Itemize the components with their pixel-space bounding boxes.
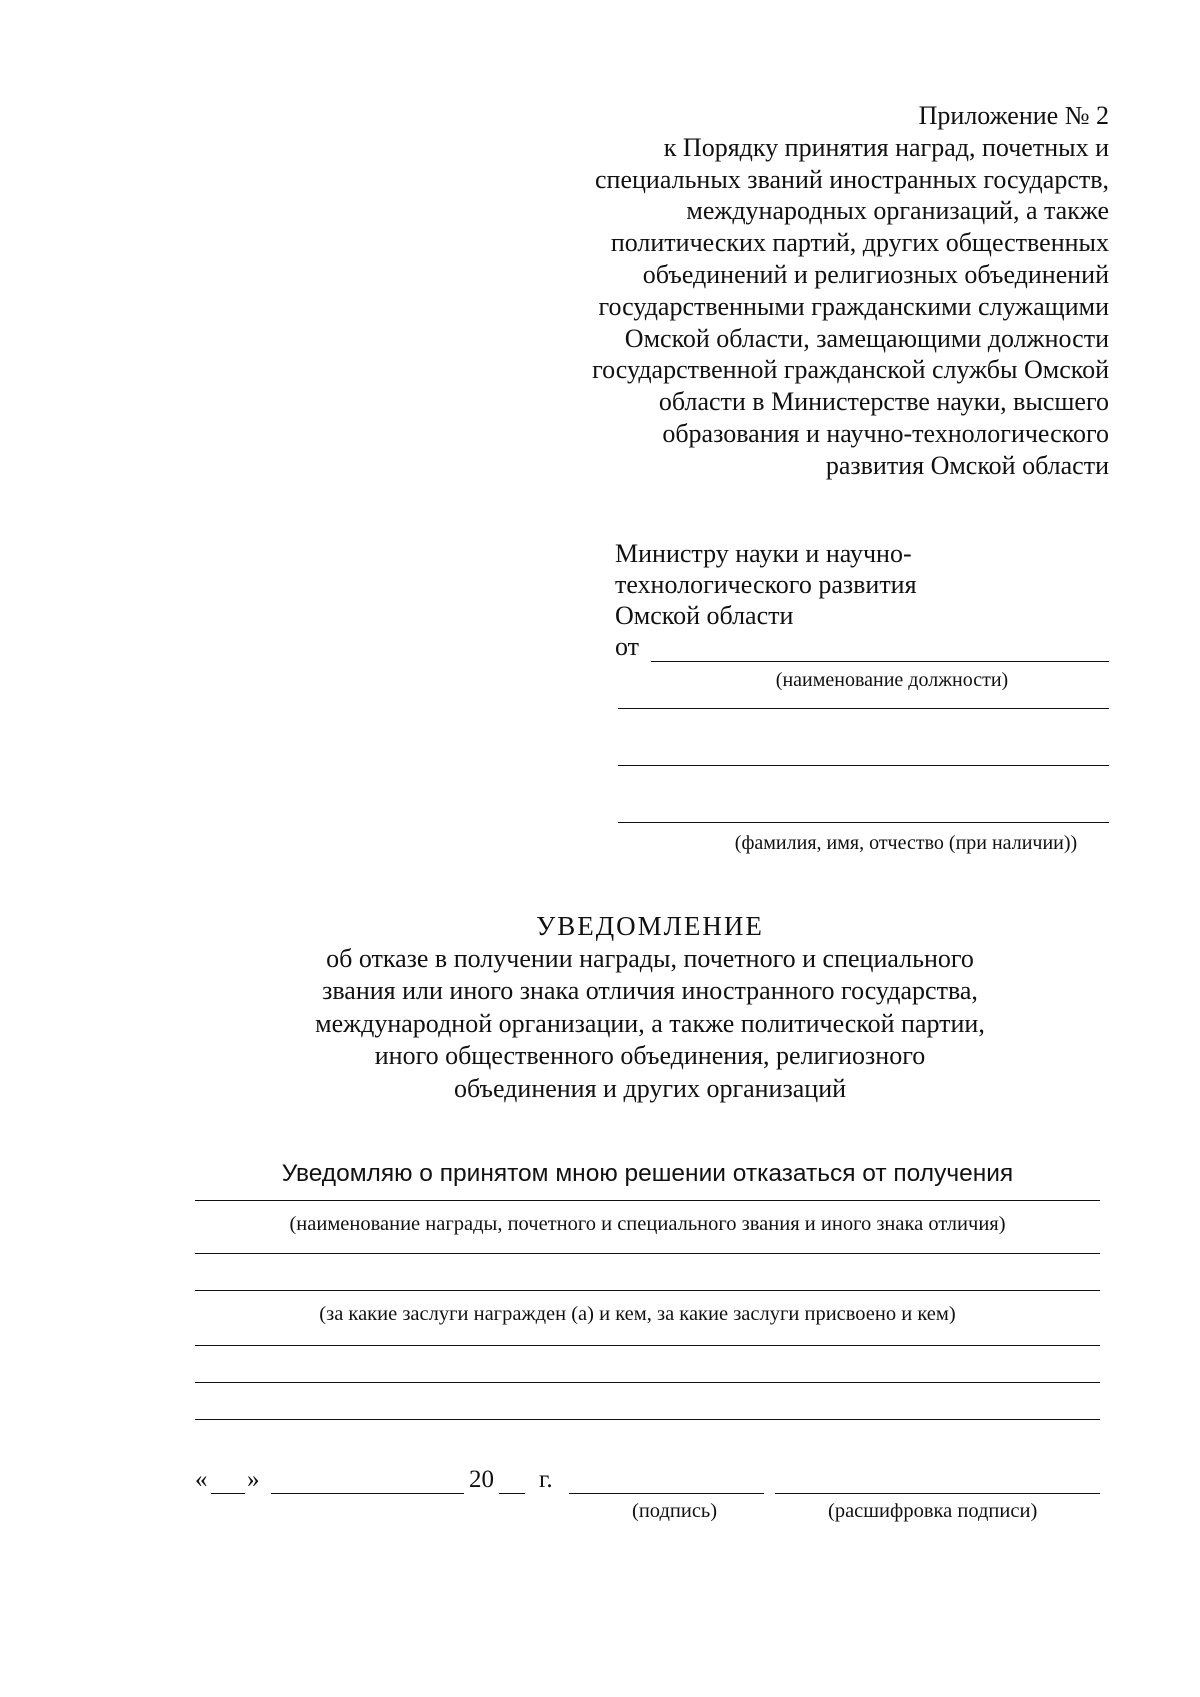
year-field[interactable] [499, 1467, 525, 1494]
day-field[interactable] [211, 1467, 245, 1494]
appendix-line: Омской области, замещающими должности [624, 323, 1109, 353]
award-field-line-1[interactable] [195, 1200, 1100, 1201]
appendix-line: области в Министерстве науки, высшего [658, 387, 1109, 417]
title-subtitle-line: международной организации, а также политической партии, [315, 1008, 985, 1038]
addressee-block [615, 538, 1109, 855]
title-subtitle-line: звания или иного знака отличия иностранного государства, [322, 976, 978, 1005]
signature-decode-field[interactable] [775, 1467, 1100, 1494]
name-field-line-2[interactable] [618, 822, 1109, 823]
title-subtitle-line: иного общественного объединения, религиозного [374, 1041, 926, 1070]
merit-field-line-2[interactable] [195, 1345, 1100, 1346]
from-label: от [615, 632, 640, 661]
merit-field-line-3[interactable] [195, 1382, 1100, 1383]
award-hint: (наименование награды, почетного и специального звания и иного знака отличия) [289, 1213, 1006, 1235]
title-subtitle-line: об отказе в получении награды, почетного и специального [326, 943, 974, 973]
appendix-line: Приложение № 2 [918, 101, 1109, 130]
title-subtitle-line: объединения и других организаций [453, 1073, 847, 1103]
year-suffix: г. [539, 1466, 553, 1493]
appendix-line: объединений и религиозных объединений [642, 259, 1109, 289]
appendix-line: политических партий, других общественных [610, 228, 1109, 258]
title-heading: УВЕДОМЛЕНИЕ [536, 911, 764, 941]
appendix-line: к Порядку принятия наград, почетных и [663, 132, 1109, 162]
name-field-line-1[interactable] [618, 765, 1109, 766]
body-lead-text: Уведомляю о принятом мною решении отказаться от получения [281, 1160, 1014, 1187]
appendix-line: государственными гражданскими служащими [598, 291, 1109, 321]
signature-decode-hint: (расшифровка подписи) [828, 1500, 1038, 1522]
appendix-line: государственной гражданской службы Омской [592, 355, 1109, 385]
year-prefix: 20 [469, 1466, 494, 1493]
addressee-line: Министру науки и научно- [615, 539, 912, 568]
notification-body [195, 1158, 1100, 1420]
open-quote: « [195, 1466, 208, 1493]
date-signature-row [195, 1460, 1100, 1494]
merit-hint: (за какие заслуги награжден (а) и кем, за какие заслуги присвоено и кем) [319, 1303, 956, 1325]
name-hint: (фамилия, имя, отчество (при наличии)) [734, 832, 1078, 854]
merit-field-line-4[interactable] [195, 1419, 1100, 1420]
position-field[interactable] [651, 637, 1109, 662]
position-field-line-2[interactable] [618, 708, 1109, 709]
appendix-line: образования и научно-технологического [662, 418, 1109, 448]
appendix-line: развития Омской области [825, 450, 1109, 480]
award-field-line-2[interactable] [195, 1253, 1100, 1254]
close-quote: » [247, 1466, 260, 1493]
appendix-line: международных организаций, а также [686, 196, 1109, 226]
appendix-header [549, 100, 1109, 482]
position-hint: (наименование должности) [775, 669, 1009, 691]
addressee-line: Омской области [615, 601, 794, 630]
from-row [615, 631, 1109, 662]
merit-field-line-1[interactable] [195, 1290, 1100, 1291]
document-title [250, 910, 1050, 1105]
signature-field[interactable] [569, 1467, 764, 1494]
addressee-line: технологического развития [615, 570, 917, 599]
signature-hint: (подпись) [632, 1500, 718, 1522]
month-field[interactable] [271, 1467, 464, 1494]
appendix-line: специальных званий иностранных государств, [595, 164, 1109, 194]
